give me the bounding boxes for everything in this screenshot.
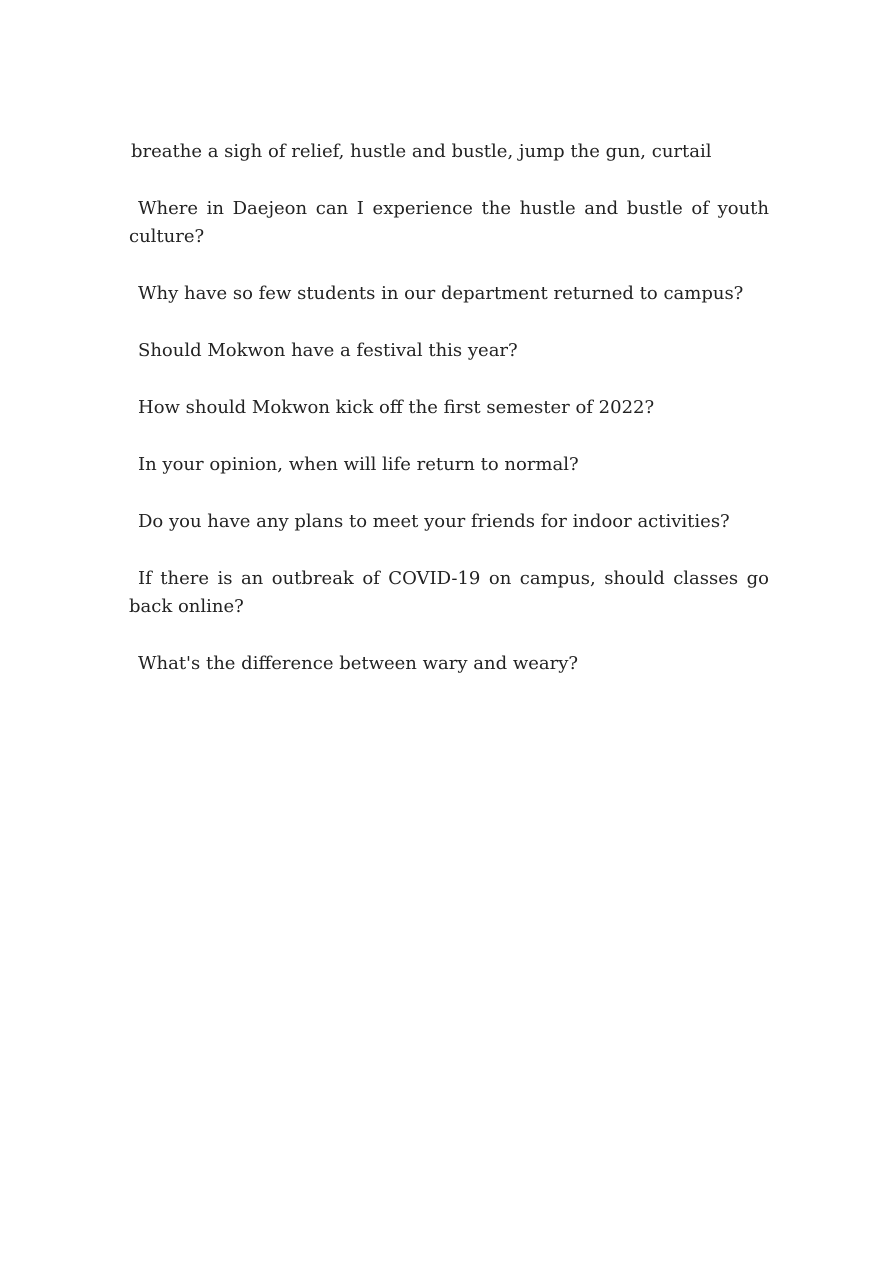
vocabulary-line: breathe a sigh of relief, hustle and bustle, jump the gun, curtail xyxy=(131,141,712,162)
question-3: Should Mokwon have a festival this year? xyxy=(138,340,518,361)
question-2: Why have so few students in our department returned to campus? xyxy=(138,283,744,304)
question-4: How should Mokwon kick off the first semester of 2022? xyxy=(138,397,655,418)
question-6: Do you have any plans to meet your friends for indoor activities? xyxy=(138,511,730,532)
document-body xyxy=(129,138,769,707)
question-1: Where in Daejeon can I experience the hustle and bustle of youth culture? xyxy=(129,198,769,247)
question-5: In your opinion, when will life return to normal? xyxy=(138,454,579,475)
question-7: If there is an outbreak of COVID-19 on campus, should classes go back online? xyxy=(129,568,769,617)
question-8: What's the difference between wary and weary? xyxy=(138,653,579,674)
